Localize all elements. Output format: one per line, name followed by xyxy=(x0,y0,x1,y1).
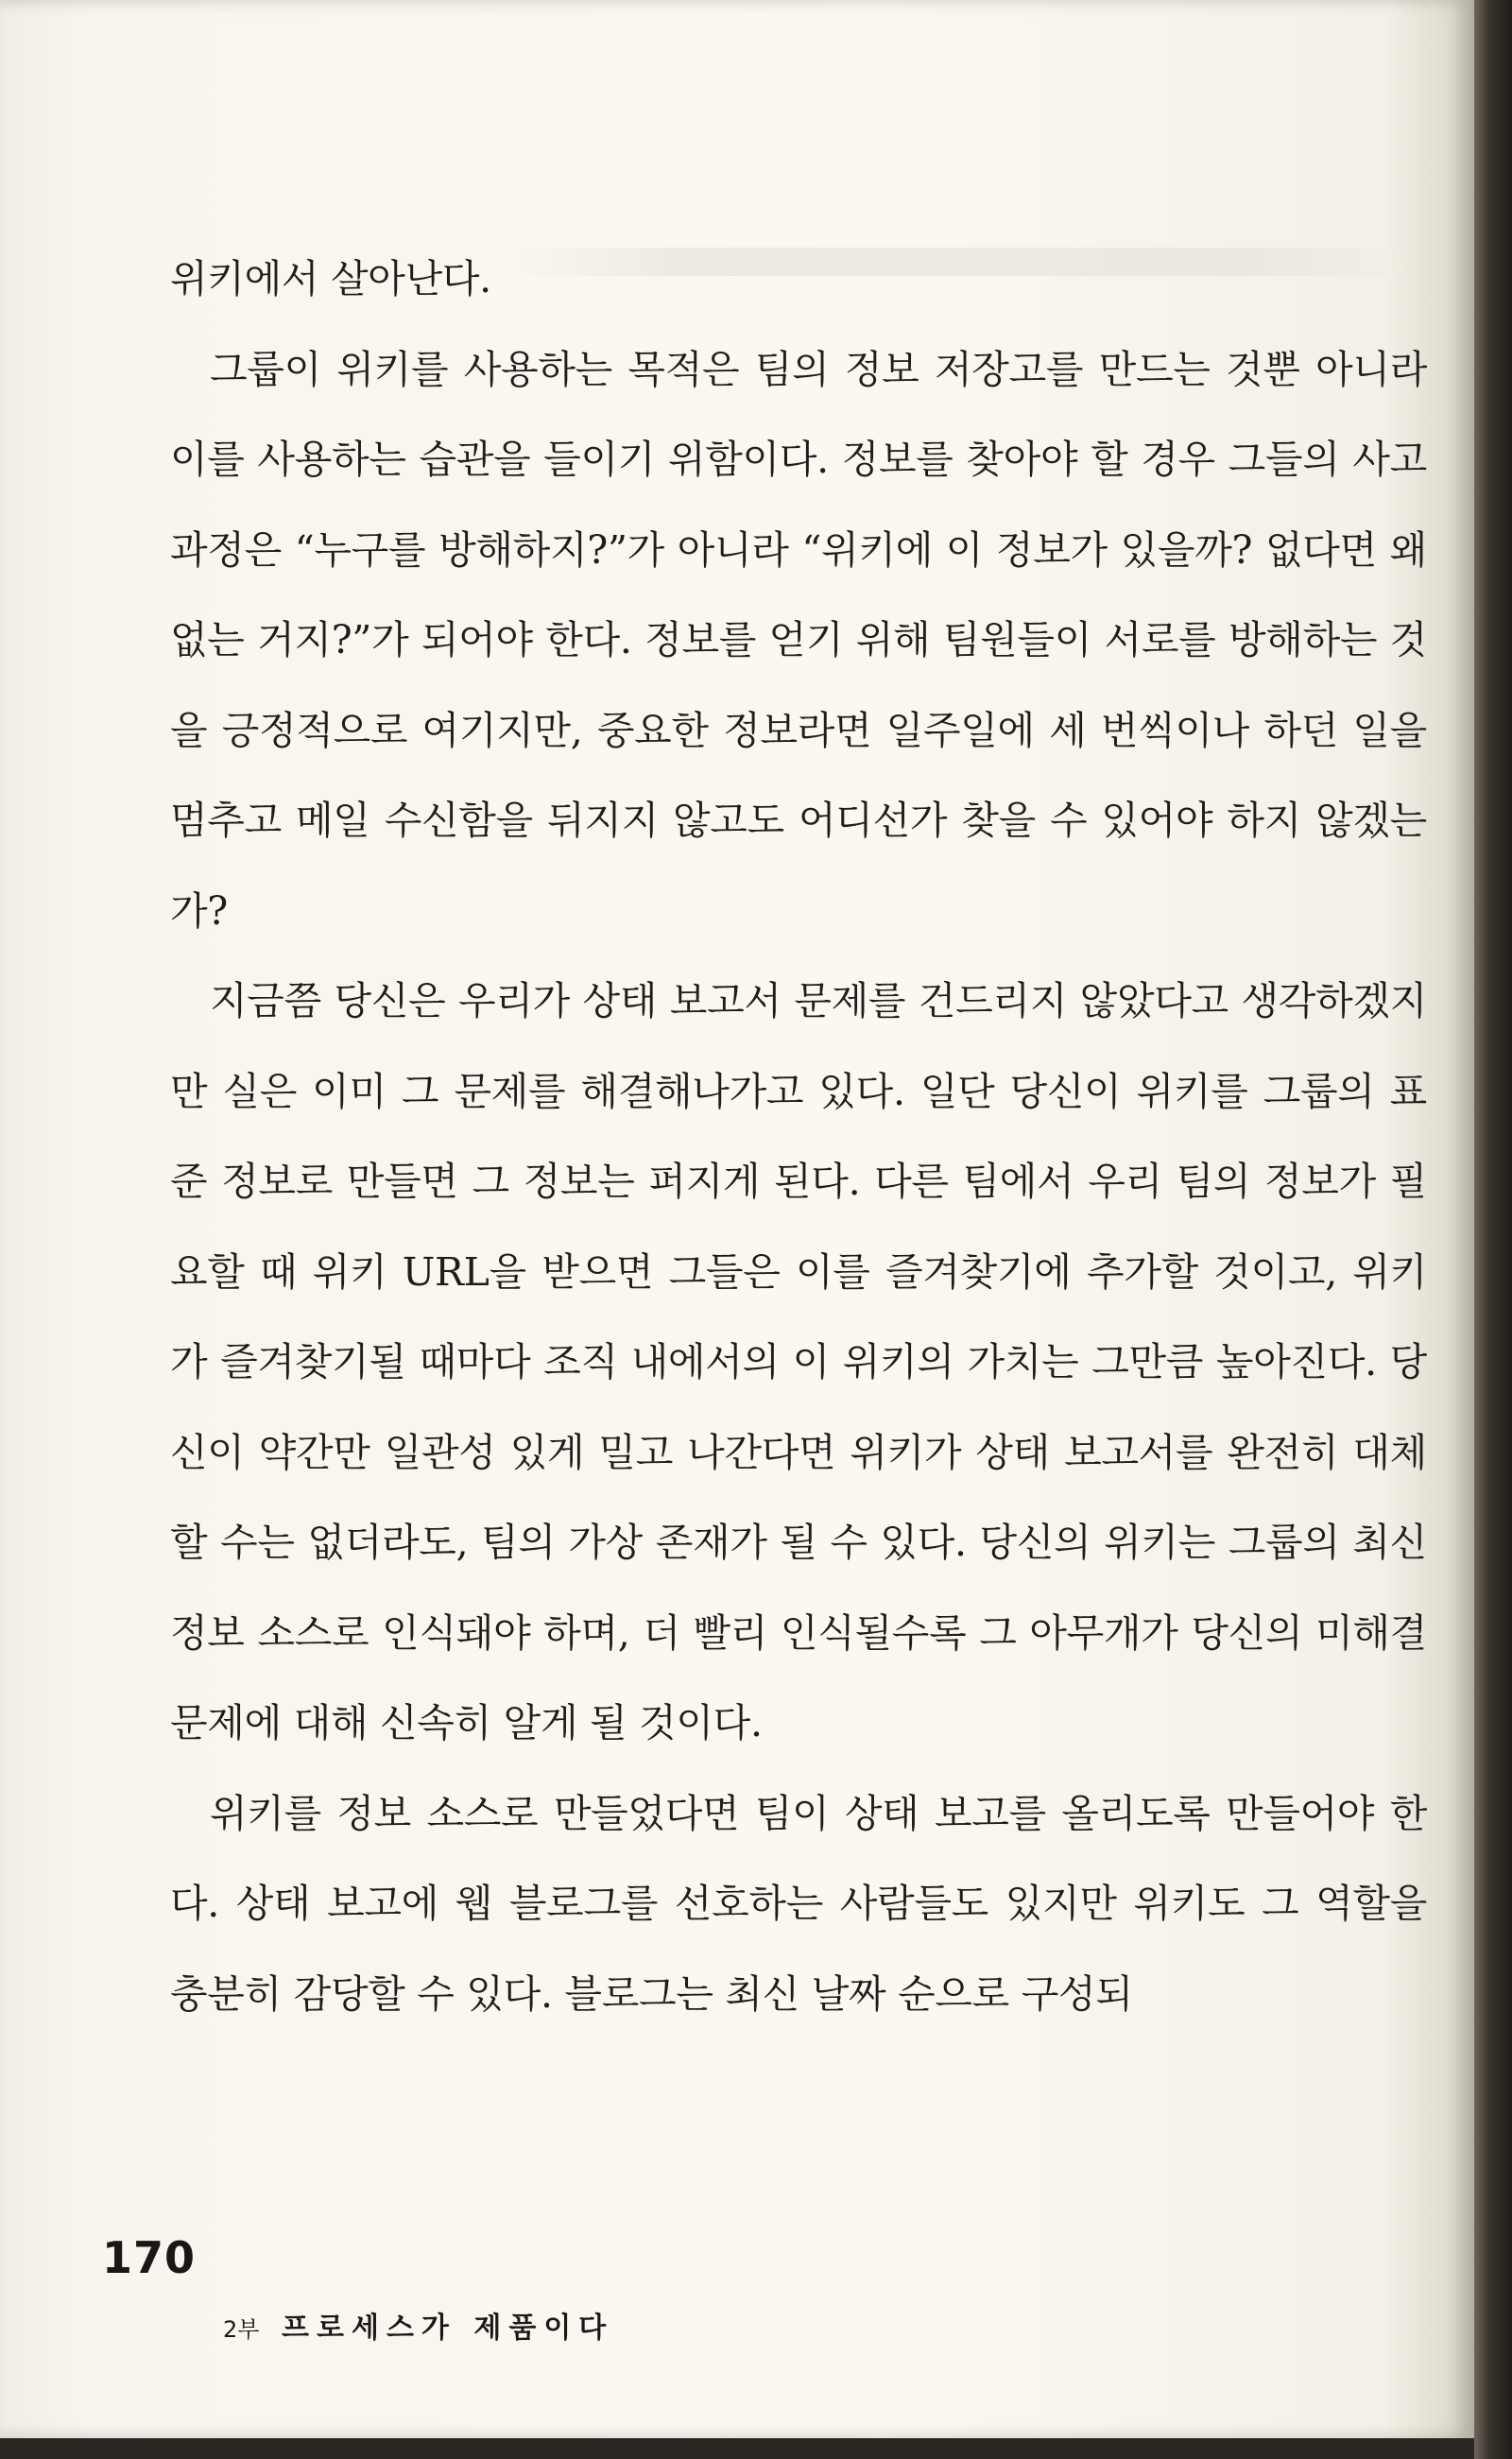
paragraph-wiki-source: 위키를 정보 소스로 만들었다면 팀이 상태 보고를 올리도록 만들어야 한다. 상태 보고에 웹 블로그를 선호하는 사람들도 있지만 위키도 그 역할을 충분히 감당할 수 있다. 블로그는 최신 날짜 순으로 구성되 xyxy=(170,1790,1427,2017)
paragraph-continuation: 위키에서 살아난다. xyxy=(170,256,491,301)
page-number: 170 xyxy=(102,2232,197,2283)
paragraph-status-report: 지금쯤 당신은 우리가 상태 보고서 문제를 건드리지 않았다고 생각하겠지만 실은 이미 그 문제를 해결해나가고 있다. 일단 당신이 위키를 그룹의 표준 정보로 만들면 그 정보는 퍼지게 된다. 다른 팀에서 우리 팀의 정보가 필요할 때 위키 URL을 받으면 그들은 이를 즐겨찾기에 추가할 것이고, 위키가 즐겨찾기될 때마다 조직 내에서의 이 위키의 가치는 그만큼 높아진다. 당신이 약간만 일관성 있게 밀고 나간다면 위키가 상태 보고서를 완전히 대체할 수는 없더라도, 팀의 가상 존재가 될 수 있다. 당신의 위키는 그룹의 최신 정보 소스로 인식돼야 하며, 더 빨리 인식될수록 그 아무개가 당신의 미해결 문제에 대해 신속히 알게 될 것이다. xyxy=(170,978,1427,1745)
paragraph-wiki-purpose: 그룹이 위키를 사용하는 목적은 팀의 정보 저장고를 만드는 것뿐 아니라 이를 사용하는 습관을 들이기 위함이다. 정보를 찾아야 할 경우 그들의 사고 과정은 “누구를 방해하지?”가 아니라 “위키에 이 정보가 있을까? 없다면 왜 없는 거지?”가 되어야 한다. 정보를 얻기 위해 팀원들이 서로를 방해하는 것을 긍정적으로 여기지만, 중요한 정보라면 일주일에 세 번씩이나 하던 일을 멈추고 메일 수신함을 뒤지지 않고도 어디선가 찾을 수 있어야 하지 않겠는가? xyxy=(170,346,1427,934)
running-footer xyxy=(223,2304,613,2346)
body-text xyxy=(170,234,1427,2039)
page-edge-shadow xyxy=(1474,0,1512,2459)
footer-part-title: 프로세스가 제품이다 xyxy=(282,2312,614,2345)
footer-part-label: 2부 xyxy=(223,2316,260,2343)
